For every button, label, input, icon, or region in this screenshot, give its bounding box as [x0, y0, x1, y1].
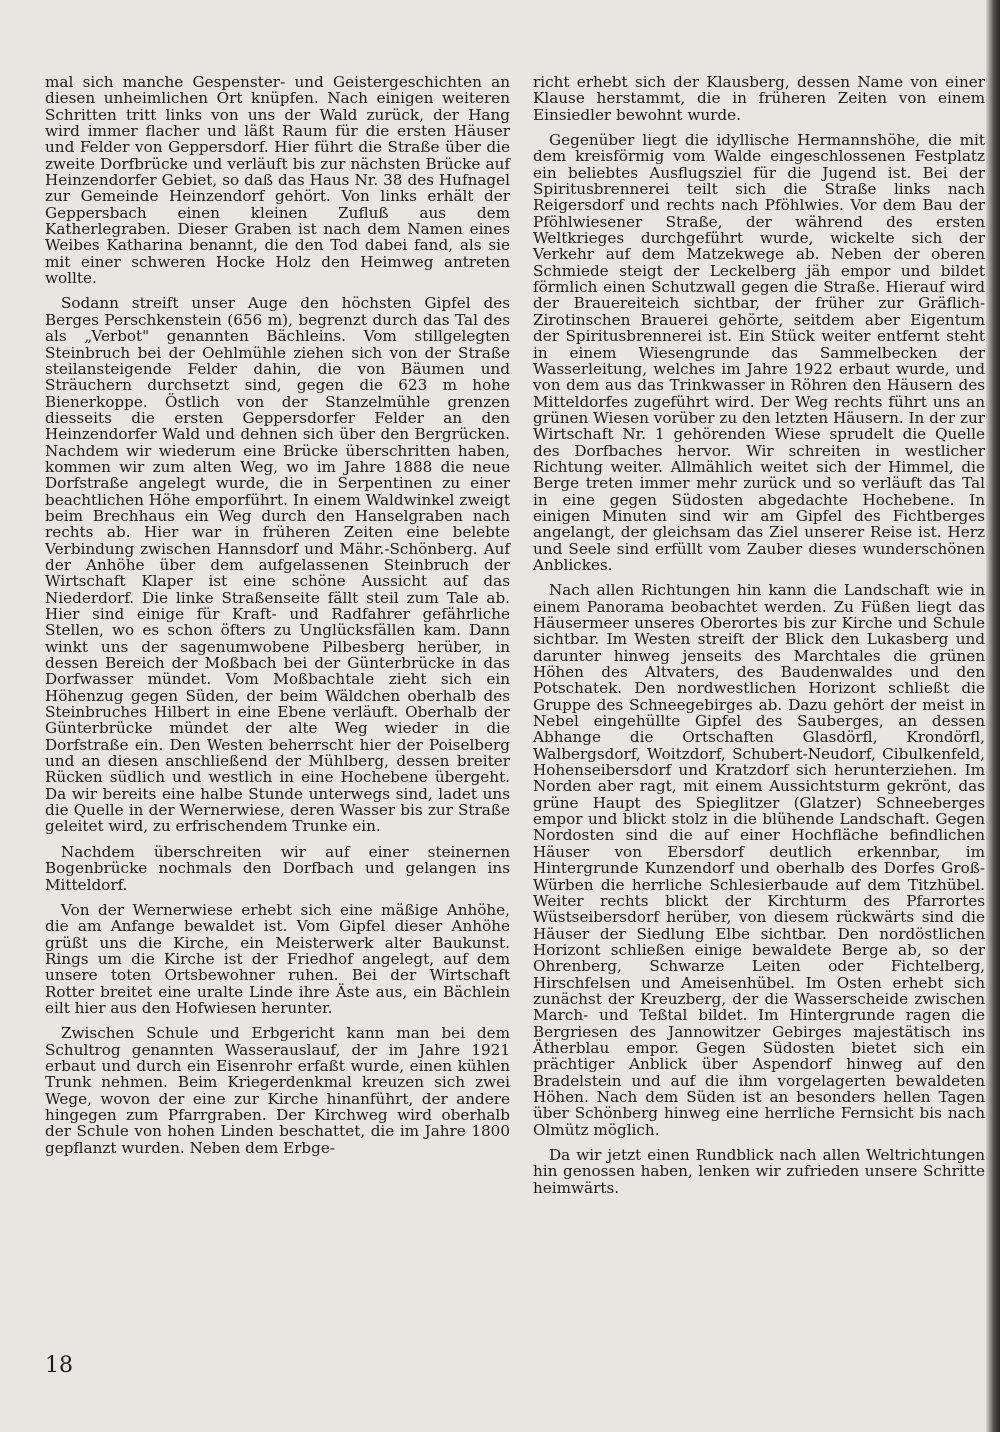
paragraph: Zwischen Schule und Erbgericht kann man bei dem Schultrog genannten Wasserauslauf, der im Jahre 1921 erbaut und durch ein Eisenrohr erfaßt wurde, einen kühlen Trunk nehmen. Beim Kriegerdenkmal kreuzen sich zwei Wege, wovon der eine zur Kirche hinanführt, der andere hingegen zum Pfarrgraben. Der Kirchweg wird oberhalb der Schule von hohen Linden beschattet, die im Jahre 1800 gepflanzt wurden. Neben dem Erbge-: [45, 1024, 510, 1157]
page-number: 18: [45, 1353, 73, 1378]
paragraph: Sodann streift unser Auge den höchsten Gipfel des Berges Perschkenstein (656 m), begrenzt durch das Tal des als „Verbot" genannten Bächleins. Vom stillgelegten Steinbruch bei der Oehlmühle ziehen sich von der Straße steilansteigende Felder dahin, die von Bäumen und Sträuchern durchsetzt sind, gegen die 623 m hohe Bienerkoppe. Östlich von der Stanzelmühle grenzen diesseits die ersten Geppersdorfer Felder an den Heinzendorfer Wald und dehnen sich über den Bergrücken. Nachdem wir wiederum eine Brücke überschritten haben, kommen wir zum alten Weg, wo im Jahre 1888 die neue Dorfstraße angelegt wurde, die in Serpentinen zu einer beachtlichen Höhe emporführt. In einem Waldwinkel zweigt beim Brechhaus ein Weg durch den Hanselgraben nach rechts ab. Hier war in früheren Zeiten eine belebte Verbindung zwischen Hannsdorf und Mähr.-Schönberg. Auf der Anhöhe über dem aufgelassenen Steinbruch der Wirtschaft Klaper ist eine schöne Aussicht auf das Niederdorf. Die linke Straßenseite fällt steil zum Tale ab. Hier sind einige für Kraft- und Radfahrer gefährliche Stellen, wo es schon öfters zu Unglücksfällen kam. Dann winkt uns der sagenumwobene Pilbesberg herüber, in dessen Bereich der Moßbach bei der Günterbrücke in das Dorfwasser mündet. Vom Moßbachtale zieht sich ein Höhenzug gegen Süden, der beim Wäldchen oberhalb des Steinbruches Hilbert in eine Ebene verläuft. Oberhalb der Günterbrücke mündet der alte Weg wieder in die Dorfstraße ein. Den Westen beherrscht hier der Poiselberg und an diesen anschließend der Mühlberg, dessen breiter Rücken südlich und westlich in eine Hochebene übergeht. Da wir bereits eine halbe Stunde unterwegs sind, ladet uns die Quelle in der Wernerwiese, deren Wasser bis zur Straße geleitet wird, zu erfrischendem Trunke ein.: [45, 294, 510, 836]
right-column: [533, 74, 985, 1205]
paragraph: Gegenüber liegt die idyllische Hermannshöhe, die mit dem kreisförmig vom Walde eingeschlossenen Festplatz ein beliebtes Ausflugsziel für die Jugend ist. Bei der Spiritusbrennerei teilt sich die Straße links nach Reigersdorf und rechts nach Pföhlwies. Vor dem Bau der Pföhlwiesener Straße, der während des ersten Weltkrieges durchgeführt wurde, wickelte sich der Verkehr auf dem Matzekwege ab. Neben der oberen Schmiede steigt der Leckelberg jäh empor und bildet förmlich einen Schutzwall gegen die Straße. Hierauf wird der Brauereiteich sichtbar, der früher zur Gräflich-Zirotinschen Brauerei gehörte, seitdem aber Eigentum der Spiritusbrennerei ist. Ein Stück weiter entfernt steht in einem Wiesengrunde das Sammelbecken der Wasserleitung, welches im Jahre 1922 erbaut wurde, und von dem aus das Trinkwasser in Röhren den Häusern des Mitteldorfes zugeführt wird. Der Weg rechts führt uns an grünen Wiesen vorüber zu den letzten Häusern. In der zur Wirtschaft Nr. 1 gehörenden Wiese sprudelt die Quelle des Dorfbaches hervor. Wir schreiten in westlicher Richtung weiter. Allmählich weitet sich der Himmel, die Berge treten immer mehr zurück und so verläuft das Tal in eine gegen Südosten abgedachte Hochebene. In einigen Minuten sind wir am Gipfel des Fichtberges angelangt, der gleichsam das Ziel unserer Reise ist. Herz und Seele sind erfüllt vom Zauber dieses wunderschönen Anblickes.: [533, 131, 985, 574]
paragraph: Nachdem überschreiten wir auf einer steinernen Bogenbrücke nochmals den Dorfbach und gelangen ins Mitteldorf.: [45, 842, 510, 894]
paragraph: richt erhebt sich der Klausberg, dessen Name von einer Klause herstammt, die in früheren Zeiten von einem Einsiedler bewohnt wurde.: [533, 73, 985, 124]
page-binding-edge: [986, 0, 1000, 1432]
left-column: [45, 74, 510, 1165]
paragraph: mal sich manche Gespenster- und Geistergeschichten an diesen unheimlichen Ort knüpfen. Nach einigen weiteren Schritten tritt links von uns der Wald zurück, der Hang wird immer flacher und läßt Raum für die ersten Häuser und Felder von Geppersdorf. Hier führt die Straße über die zweite Dorfbrücke und verläuft bis zur nächsten Brücke auf Heinzendorfer Gebiet, so daß das Haus Nr. 38 des Hufnagel zur Gemeinde Heinzendorf gehört. Von links erhält der Geppersbach einen kleinen Zufluß aus dem Katherlegraben. Dieser Graben ist nach dem Namen eines Weibes Katharina benannt, die den Tod dabei fand, als sie mit einer schweren Hocke Holz den Heimweg antreten wollte.: [45, 73, 510, 288]
paragraph: Nach allen Richtungen hin kann die Landschaft wie in einem Panorama beobachtet werden. Zu Füßen liegt das Häusermeer unseres Oberortes bis zur Kirche und Schule sichtbar. Im Westen streift der Blick den Lukasberg und darunter hinweg jenseits des Marchtales die grünen Höhen des Altvaters, des Baudenwaldes und den Potschatek. Den nordwestlichen Horizont schließt die Gruppe des Schneegebirges ab. Dazu gehört der meist in Nebel eingehüllte Gipfel des Sauberges, an dessen Abhange die Ortschaften Glasdörfl, Krondörfl, Walbergsdorf, Woitzdorf, Schubert-Neudorf, Cibulkenfeld, Hohenseibersdorf und Kratzdorf sich herunterziehen. Im Norden aber ragt, mit einem Aussichtsturm gekrönt, das grüne Haupt des Spieglitzer (Glatzer) Schneeberges empor und blickt stolz in die blühende Landschaft. Gegen Nordosten sind die auf einer Hochfläche befindlichen Häuser von Ebersdorf deutlich erkennbar, im Hintergrunde Kunzendorf und oberhalb des Dorfes Groß-Würben die herrliche Schlesierbaude auf dem Titzhübel. Weiter rechts blickt der Kirchturm des Pfarrortes Wüstseibersdorf herüber, von diesem rückwärts sind die Häuser der Siedlung Elbe sichtbar. Den nordöstlichen Horizont schließen einige bewaldete Berge ab, so der Ohrenberg, Schwarze Leiten oder Fichtelberg, Hirschfelsen und Ameisenhübel. Im Osten erhebt sich zunächst der Kreuzberg, der die Wasserscheide zwischen March- und Teßtal bildet. Im Hintergrunde ragen die Bergriesen des Jannowitzer Gebirges majestätisch ins Ätherblau empor. Gegen Südosten bietet sich ein prächtiger Anblick über Aspendorf hinweg auf den Bradelstein und auf die ihm vorgelagerten bewaldeten Höhen. Nach dem Süden ist an besonders hellen Tagen über Schönberg hinweg eine herrliche Fernsicht bis nach Olmütz möglich.: [533, 581, 985, 1139]
paragraph: Von der Wernerwiese erhebt sich eine mäßige Anhöhe, die am Anfange bewaldet ist. Vom Gipfel dieser Anhöhe grüßt uns die Kirche, ein Meisterwerk alter Baukunst. Rings um die Kirche ist der Friedhof angelegt, auf dem unsere toten Ortsbewohner ruhen. Bei der Wirtschaft Rotter breitet eine uralte Linde ihre Äste aus, ein Bächlein eilt hier aus den Hofwiesen herunter.: [45, 900, 510, 1017]
paragraph: Da wir jetzt einen Rundblick nach allen Weltrichtungen hin genossen haben, lenken wir zufrieden unsere Schritte heimwärts.: [533, 1146, 985, 1197]
